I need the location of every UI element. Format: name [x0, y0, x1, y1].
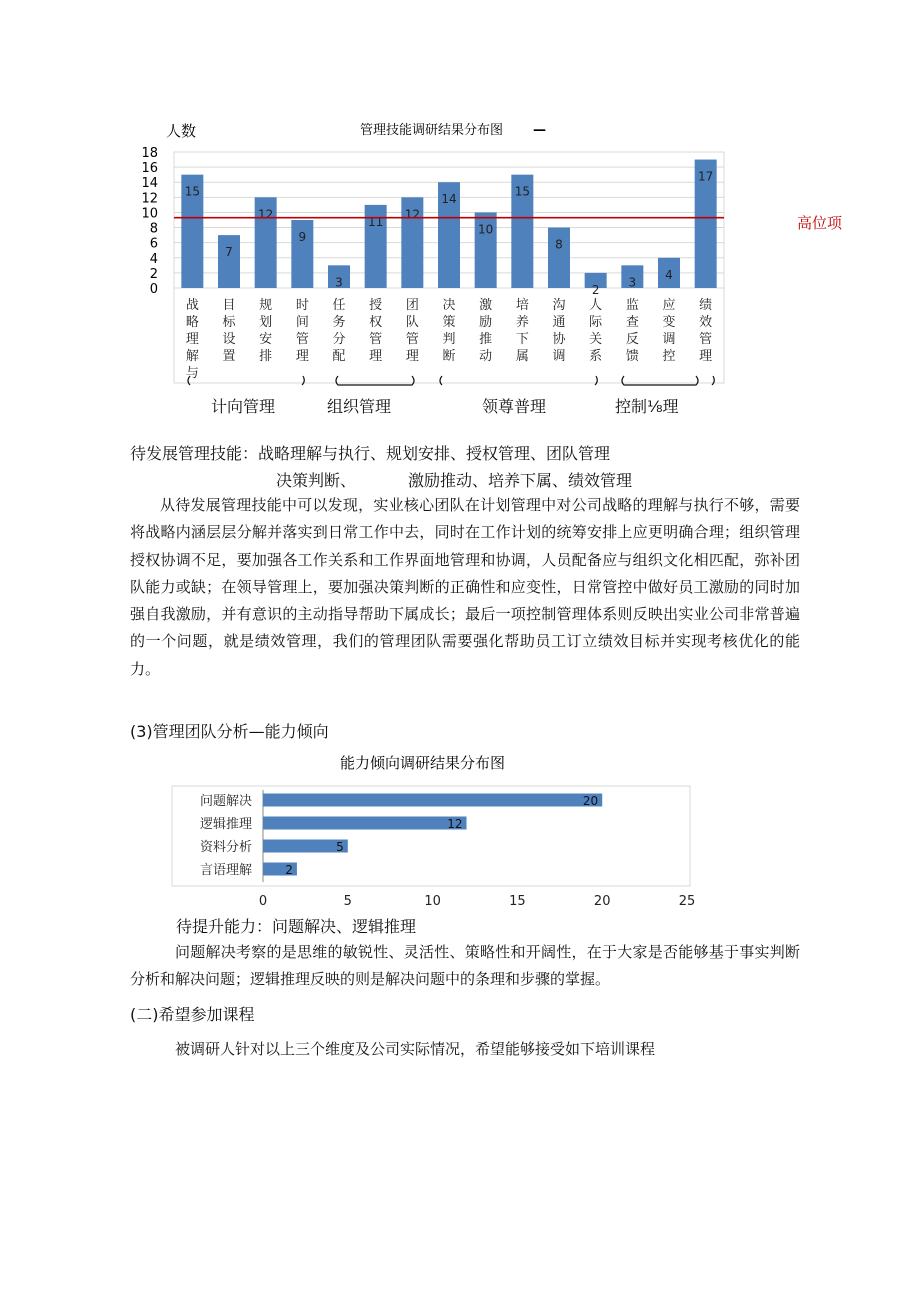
chart2-data-label: 2: [285, 863, 293, 877]
chart1-data-label: 17: [698, 169, 714, 184]
group-label-organize: 组织管理: [327, 397, 392, 416]
chart2-bar: [263, 840, 348, 853]
chart1-ytick-label: 18: [141, 146, 158, 161]
chart1-data-label: 12: [258, 207, 274, 222]
chart1-category-label: 战略理解与: [185, 298, 199, 381]
chart1-title-suffix: —: [533, 123, 546, 138]
management-skills-chart: [130, 112, 730, 387]
chart2-category-label: 逻辑推理: [199, 817, 252, 832]
chart1-ytick-label: 4: [149, 251, 158, 267]
chart1-ytick-label: 2: [149, 266, 158, 282]
chart1-ytick-label: 16: [141, 161, 158, 177]
chart1-ytick-label: 10: [141, 206, 158, 222]
chart1-category-label: 监查反馈: [625, 298, 639, 364]
chart1-ytick-label: 6: [149, 236, 158, 252]
chart1-title: 管理技能调研结果分布图: [360, 123, 504, 138]
chart1-data-label: 3: [335, 275, 343, 290]
chart1-category-label: 授权管理: [369, 298, 383, 364]
chart1-data-label: 7: [225, 245, 233, 260]
chart2-title: 能力倾向调研结果分布图: [340, 754, 506, 772]
dev-skills-line1: 待发展管理技能：战略理解与执行、规划安排、授权管理、团队管理: [130, 444, 611, 463]
chart1-ytick-label: 8: [149, 221, 158, 237]
chart2-category-label: 资料分析: [199, 840, 252, 855]
dev-skills-line2b: 激励推动、培养下属、绩效管理: [408, 471, 633, 490]
chart1-category-label: 任务分配: [332, 298, 346, 364]
chart1-category-label: 目标设置: [222, 298, 236, 364]
group-label-plan: 计向管理: [211, 397, 276, 416]
chart1-data-label: 15: [184, 184, 200, 199]
dev-skills-line2a: 决策判断、: [276, 471, 357, 490]
chart1-data-label: 3: [628, 275, 637, 290]
chart2-category-label: 言语理解: [199, 863, 252, 878]
chart1-data-label: 8: [555, 237, 563, 252]
chart1-data-label: 10: [478, 222, 494, 237]
chart1-category-label: 沟通协调: [552, 298, 566, 364]
paragraph-dev-analysis: 从待发展管理技能中可以发现，实业核心团队在计划管理中对公司战略的理解与执行不够，需要将战略内涵层层分解并落实到日常工作中去，同时在工作计划的统筹安排上应更明确合理；组织管理授权协调不足，要加强各工作关系和工作界面地管理和协调，人员配备应与组织文化相匹配，弥补团队能力或缺；在领导管理上，要加强决策判断的正确性和应变性，日常管控中做好员工激励的同时加强自我激励，并有意识的主动指导帮助下属成长；最后一项控制管理体系则反映出实业公司非常普遍的一个问题，就是绩效管理，我们的管理团队需要强化帮助员工订立绩效目标并实现考核优化的能力。: [130, 496, 800, 678]
chart1-category-label: 应变调控: [662, 298, 676, 364]
chart1-ytick-label: 0: [149, 282, 158, 297]
group-label-control: 控制⅛理: [615, 397, 679, 416]
chart1-data-label: 15: [514, 184, 530, 199]
paragraph-courses: 被调研人针对以上三个维度及公司实际情况，希望能够接受如下培训课程: [175, 1040, 656, 1058]
chart1-data-label: 12: [404, 207, 420, 222]
chart2-xtick-label: 5: [343, 894, 352, 909]
chart2-xtick-label: 0: [258, 894, 268, 909]
chart2-category-label: 问题解决: [199, 794, 252, 809]
chart1-category-label: 培养下属: [515, 298, 529, 364]
chart2-xtick-label: 20: [593, 894, 611, 909]
chart2-bar: [263, 817, 467, 830]
threshold-label: 高位项: [797, 214, 843, 232]
chart2-xtick-label: 25: [678, 894, 696, 909]
chart1-bar: [218, 235, 240, 288]
chart1-data-label: 4: [665, 267, 673, 282]
chart2-data-label: 5: [336, 840, 344, 854]
paragraph-aptitude-analysis: 问题解决考察的是思维的敏锐性、灵活性、策略性和开阔性，在于大家是否能够基于事实判断分析和解决问题；逻辑推理反映的则是解决问题中的条理和步骤的掌握。: [130, 943, 800, 989]
chart1-category-label: 时间管理: [295, 298, 309, 364]
chart1-category-label: 团队管理: [405, 298, 419, 364]
chart2-data-label: 12: [447, 817, 463, 831]
chart1-ylabel: 人数: [166, 122, 197, 140]
chart2-xtick-label: 10: [424, 894, 441, 909]
chart1-category-label: 绩效管理: [699, 298, 713, 364]
chart1-ytick-label: 14: [141, 176, 158, 192]
chart2-bar: [263, 794, 602, 807]
section-heading-aptitude: (3)管理团队分析—能力倾向: [130, 722, 329, 741]
aptitude-chart: [170, 750, 710, 912]
chart2-data-label: 20: [582, 794, 599, 808]
group-label-lead: 领尊普理: [482, 397, 547, 416]
chart1-ytick-label: 12: [141, 191, 158, 207]
section-heading-courses: (二)希望参加课程: [130, 1005, 255, 1024]
chart1-category-label: 人际关系: [589, 298, 603, 364]
chart2-xtick-label: 15: [509, 894, 526, 909]
chart1-category-label: 激励推动: [479, 298, 493, 364]
chart1-category-label: 决策判断: [442, 298, 456, 364]
chart1-category-label: 规划安排: [259, 298, 273, 364]
chart1-data-label: 2: [591, 282, 600, 297]
group-brackets: [188, 376, 714, 385]
chart1-data-label: 9: [298, 230, 307, 244]
improve-skills: 待提升能力：问题解决、逻辑推理: [176, 917, 417, 936]
chart1-data-label: 11: [368, 214, 384, 229]
chart1-data-label: 14: [441, 192, 457, 207]
